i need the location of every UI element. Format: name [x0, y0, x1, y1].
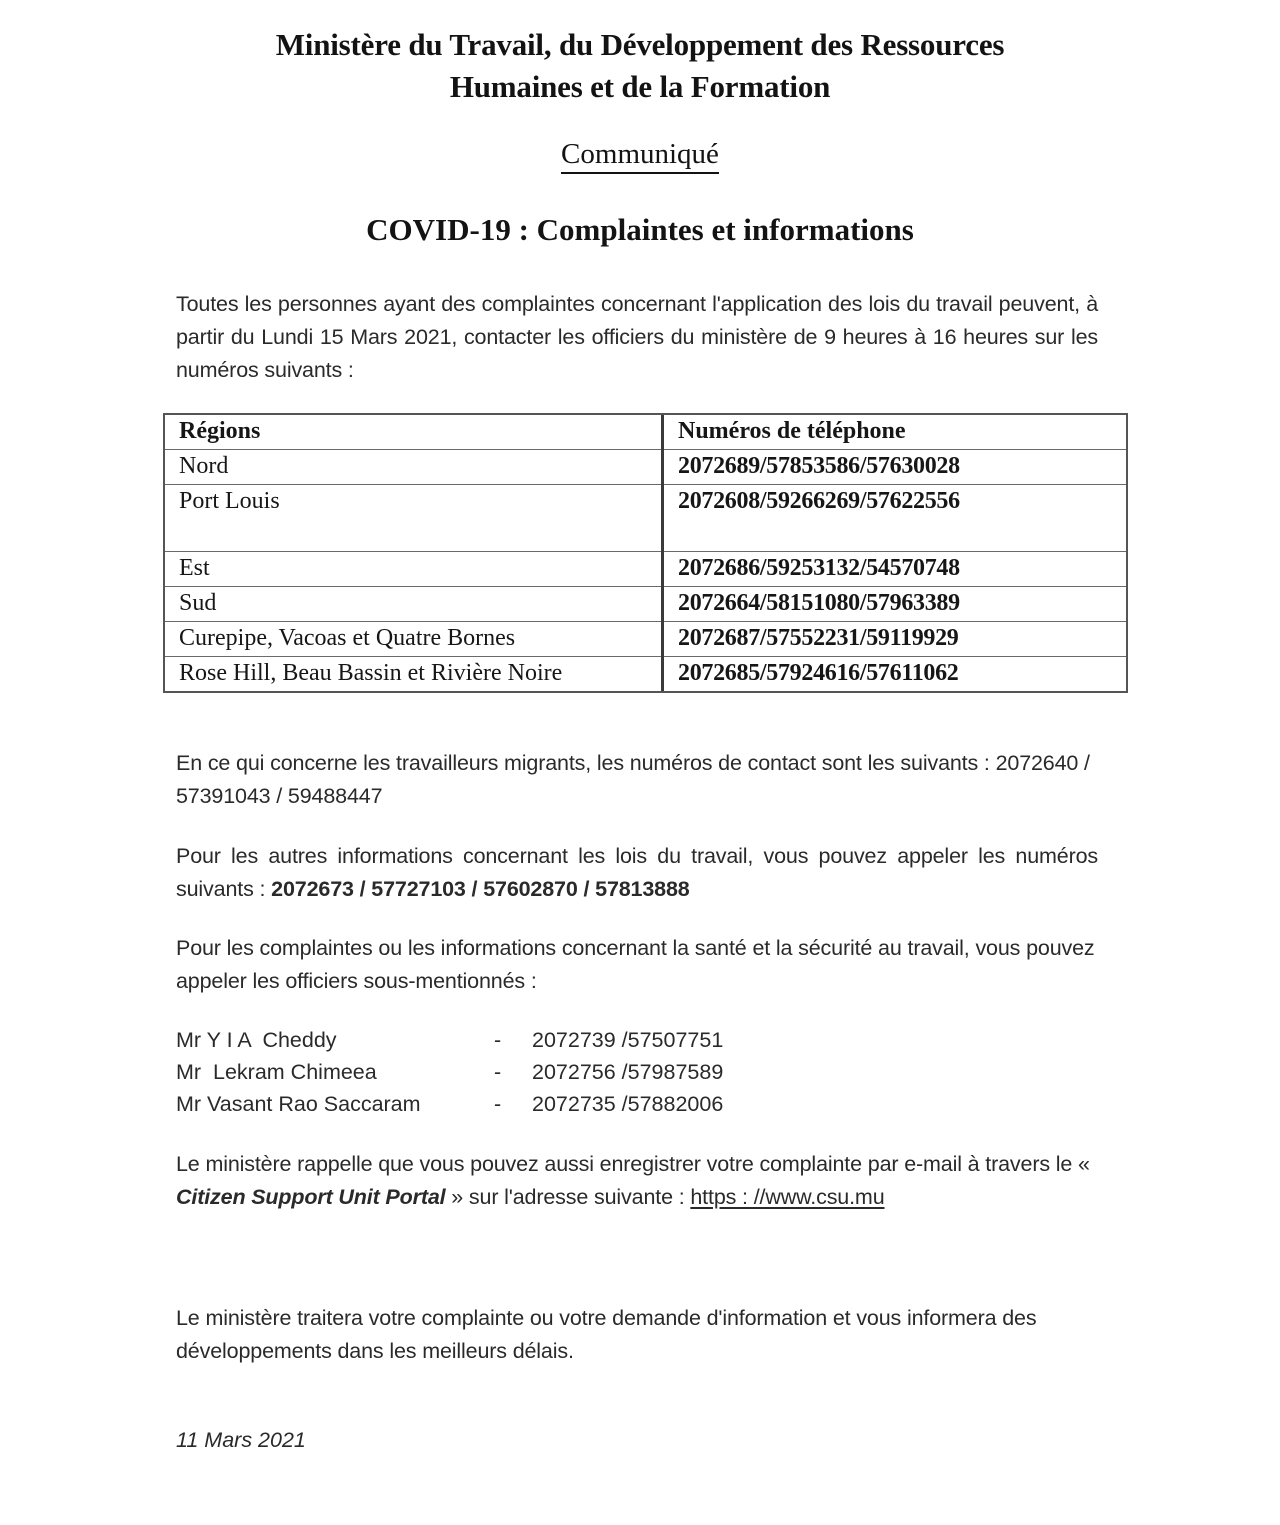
- officer-separator: -: [494, 1092, 502, 1116]
- cell-phones: 2072685/57924616/57611062: [663, 657, 1127, 692]
- ministry-title-line-1: Ministère du Travail, du Développement des Ressources: [275, 27, 1005, 62]
- intro-paragraph: Toutes les personnes ayant des complaintes concernant l'application des lois du travail peuvent, à partir du Lundi 15 Mars 2021, contacter les officiers du ministère de 9 heures à 16 heures sur les numéros suivants :: [176, 292, 1098, 382]
- contacts-table-wrapper: [163, 413, 1128, 693]
- officer-separator: -: [494, 1060, 502, 1084]
- email-portal-text-before: Le ministère rappelle que vous pouvez aussi enregistrer votre complainte par e-mail à travers le «: [176, 1152, 1090, 1176]
- email-portal-paragraph: [176, 1148, 1106, 1214]
- list-item: [176, 1056, 723, 1088]
- closing-paragraph: Le ministère traitera votre complainte ou votre demande d'information et vous informera des développements dans les meilleurs délais.: [176, 1306, 1037, 1363]
- officer-numbers: 2072735 /57882006: [532, 1092, 724, 1116]
- officer-numbers: 2072739 /57507751: [532, 1028, 724, 1052]
- contacts-table: [165, 415, 1126, 691]
- officers-list: [176, 1024, 723, 1120]
- cell-phones: 2072689/57853586/57630028: [663, 450, 1127, 485]
- cell-phones: 2072664/58151080/57963389: [663, 587, 1127, 622]
- officer-name: Mr Y I A Cheddy: [176, 1028, 337, 1052]
- table-row: [165, 657, 1126, 692]
- cell-phones: 2072608/59266269/57622556: [663, 485, 1127, 552]
- officer-separator: -: [494, 1028, 502, 1052]
- portal-name: Citizen Support Unit Portal: [176, 1185, 446, 1209]
- cell-region: Sud: [165, 587, 663, 622]
- officer-name: Mr Vasant Rao Saccaram: [176, 1092, 421, 1116]
- cell-region: Nord: [165, 450, 663, 485]
- page-title: COVID-19 : Complaintes et informations: [366, 212, 914, 247]
- migrant-workers-paragraph: [176, 747, 1106, 813]
- migrant-workers-lead: En ce qui concerne les travailleurs migrants, les numéros de contact sont les suivants :: [176, 751, 996, 775]
- other-information-lead: Pour les autres informations concernant les lois du travail, vous pouvez appeler les numéros suivants :: [176, 844, 1098, 901]
- table-row: [165, 587, 1126, 622]
- other-information-numbers: 2072673 / 57727103 / 57602870 / 57813888: [271, 877, 690, 901]
- communique-heading: [160, 138, 1120, 171]
- other-information-paragraph: [176, 840, 1098, 906]
- communique-label: Communiqué: [561, 138, 719, 174]
- cell-phones: 2072687/57552231/59119929: [663, 622, 1127, 657]
- health-safety-paragraph: Pour les complaintes ou les informations concernant la santé et la sécurité au travail, vous pouvez appeler les officiers sous-mentionnés :: [176, 936, 1095, 993]
- table-row: [165, 552, 1126, 587]
- officer-name: Mr Lekram Chimeea: [176, 1060, 377, 1084]
- cell-phones: 2072686/59253132/54570748: [663, 552, 1127, 587]
- portal-url-link[interactable]: https : //www.csu.mu: [690, 1185, 885, 1209]
- table-row: [165, 622, 1126, 657]
- list-item: [176, 1024, 723, 1056]
- cell-region: Est: [165, 552, 663, 587]
- document-date: 11 Mars 2021: [176, 1428, 306, 1452]
- column-header-regions: Régions: [165, 415, 663, 450]
- cell-region: Port Louis: [165, 485, 663, 552]
- cell-region: Rose Hill, Beau Bassin et Rivière Noire: [165, 657, 663, 692]
- ministry-title: [160, 24, 1120, 108]
- table-row: [165, 450, 1126, 485]
- table-row: [165, 485, 1126, 552]
- officer-numbers: 2072756 /57987589: [532, 1060, 724, 1084]
- list-item: [176, 1088, 723, 1120]
- migrant-workers-numbers: 2072640 / 57391043 / 59488447: [176, 751, 1090, 808]
- column-header-phone-numbers: Numéros de téléphone: [663, 415, 1127, 450]
- email-portal-text-after: » sur l'adresse suivante :: [445, 1185, 691, 1209]
- ministry-title-line-2: Humaines et de la Formation: [449, 68, 831, 104]
- cell-region: Curepipe, Vacoas et Quatre Bornes: [165, 622, 663, 657]
- table-header-row: [165, 415, 1126, 450]
